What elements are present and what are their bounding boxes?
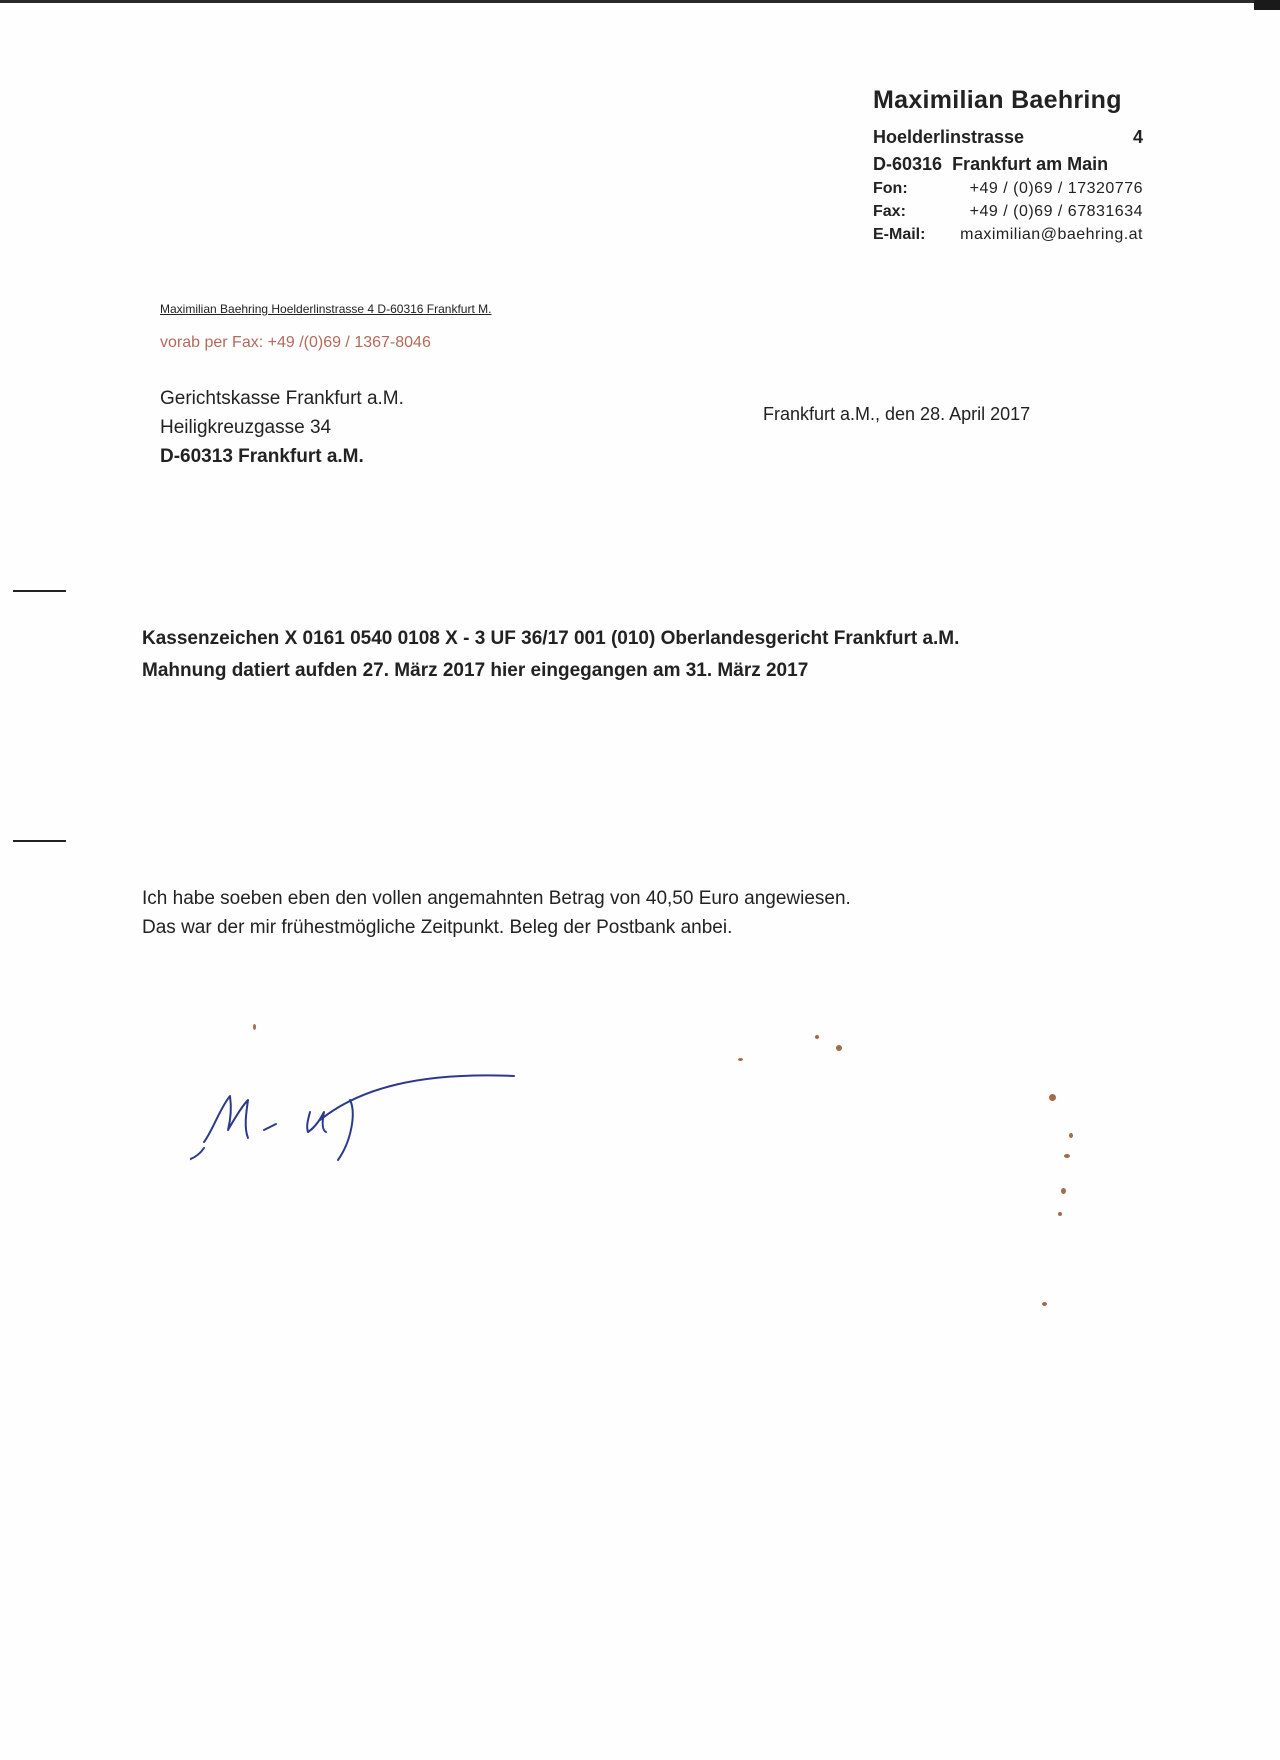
body-text bbox=[142, 884, 851, 942]
subject-line-2: Mahnung datiert aufden 27. März 2017 hier eingegangen am 31. März 2017 bbox=[142, 660, 809, 681]
recipient-line-2: Heiligkreuzgasse 34 bbox=[160, 417, 332, 438]
subject-line-1: Kassenzeichen X 0161 0540 0108 X - 3 UF 36/17 001 (010) Oberlandesgericht Frankfurt a.M. bbox=[142, 628, 960, 649]
contact-phone bbox=[873, 180, 1143, 198]
contact-value: +49 / (0)69 / 67831634 bbox=[969, 203, 1143, 220]
sender-city: Frankfurt am Main bbox=[952, 154, 1109, 174]
return-address-line: Maximilian Baehring Hoelderlinstrasse 4 D-60316 Frankfurt M. bbox=[160, 302, 492, 316]
scan-corner-mark bbox=[1254, 0, 1280, 10]
scan-speck bbox=[1042, 1302, 1047, 1306]
sender-house-number: 4 bbox=[1132, 127, 1143, 147]
fax-notice: vorab per Fax: +49 /(0)69 / 1367-8046 bbox=[160, 334, 431, 351]
recipient-line-3: D-60313 Frankfurt a.M. bbox=[160, 446, 364, 467]
contact-email bbox=[873, 226, 1143, 244]
contact-label: Fon: bbox=[873, 180, 908, 197]
scan-speck bbox=[1061, 1188, 1066, 1194]
scan-speck bbox=[738, 1058, 743, 1061]
fold-mark-lower bbox=[13, 840, 66, 842]
sender-postcode: D-60316 bbox=[873, 154, 943, 174]
scan-speck bbox=[1064, 1154, 1070, 1158]
subject-block bbox=[142, 623, 959, 687]
sender-street-row bbox=[873, 127, 1143, 148]
body-line-2: Das war der mir frühestmögliche Zeitpunkt. Beleg der Postbank anbei. bbox=[142, 917, 733, 938]
scan-edge bbox=[0, 0, 1280, 3]
scan-speck bbox=[836, 1045, 842, 1051]
scan-speck bbox=[1058, 1212, 1062, 1216]
sender-name: Maximilian Baehring bbox=[873, 86, 1122, 114]
contact-fax bbox=[873, 203, 1143, 221]
recipient-address bbox=[160, 384, 404, 471]
scan-speck bbox=[1049, 1094, 1056, 1101]
body-line-1: Ich habe soeben eben den vollen angemahnten Betrag von 40,50 Euro angewiesen. bbox=[142, 888, 851, 909]
scan-speck bbox=[253, 1024, 256, 1030]
scan-speck bbox=[815, 1035, 819, 1039]
scan-speck bbox=[1069, 1133, 1073, 1138]
contact-value: +49 / (0)69 / 17320776 bbox=[969, 180, 1143, 197]
contact-value: maximilian@baehring.at bbox=[960, 226, 1143, 243]
fold-mark-upper bbox=[13, 590, 66, 592]
contact-label: Fax: bbox=[873, 203, 906, 220]
sender-street: Hoelderlinstrasse bbox=[873, 127, 1025, 147]
sender-letterhead bbox=[873, 86, 1143, 244]
handwritten-signature bbox=[190, 1060, 530, 1170]
date-line: Frankfurt a.M., den 28. April 2017 bbox=[763, 404, 1031, 424]
contact-label: E-Mail: bbox=[873, 226, 926, 243]
sender-city-line bbox=[873, 154, 1143, 175]
recipient-line-1: Gerichtskasse Frankfurt a.M. bbox=[160, 388, 404, 409]
